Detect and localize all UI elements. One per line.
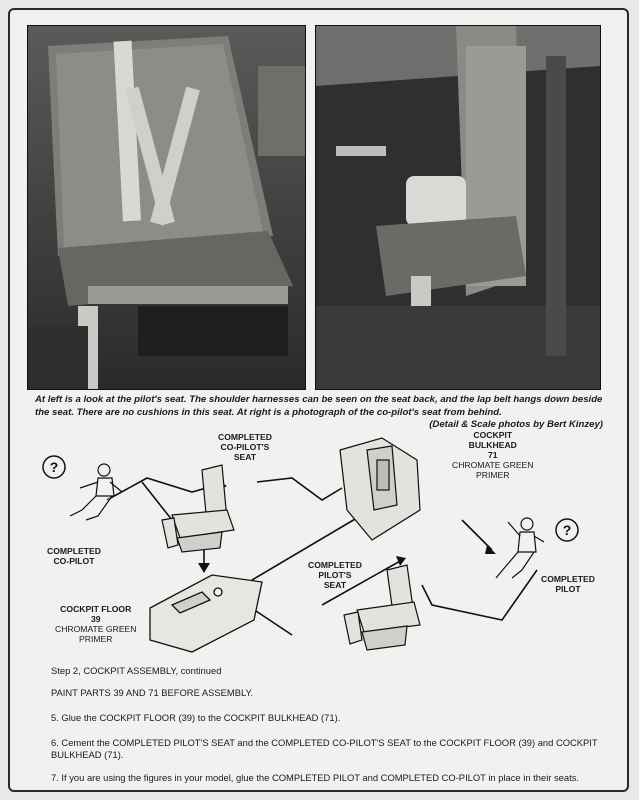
label-cockpit-floor: COCKPIT FLOOR 39 CHROMATE GREEN PRIMER	[55, 604, 137, 644]
instruction-step-6: 6. Cement the COMPLETED PILOT'S SEAT and the COMPLETED CO-PILOT'S SEAT to the COCKPIT FLOOR (39) and COCKPIT BULKHEAD (71).	[51, 737, 598, 760]
step-title: Step 2, COCKPIT ASSEMBLY, continued	[51, 665, 222, 676]
photo-credit: (Detail & Scale photos by Bert Kinzey)	[429, 419, 603, 430]
pilot-seat-photo	[27, 25, 306, 390]
label-copilot: COMPLETED CO-PILOT	[47, 546, 101, 566]
instruction-step-7: 7. If you are using the figures in your model, glue the COMPLETED PILOT and COMPLETED CO-PILOT in place in their seats.	[51, 772, 580, 783]
cockpit-bulkhead-part	[340, 438, 420, 540]
label-pilot-seat: COMPLETED PILOT'S SEAT	[308, 560, 362, 590]
photo-caption	[35, 394, 603, 432]
pilot-question-mark: ?	[562, 522, 572, 538]
paint-note: PAINT PARTS 39 AND 71 BEFORE ASSEMBLY.	[51, 687, 254, 698]
pilot-figure	[496, 518, 544, 578]
copilot-figure	[70, 464, 122, 520]
copilot-seat-part	[162, 465, 234, 552]
copilot-question-mark: ?	[49, 459, 59, 475]
label-pilot: COMPLETED PILOT	[541, 574, 595, 594]
label-cockpit-bulkhead: COCKPIT BULKHEAD 71 CHROMATE GREEN PRIMER	[452, 430, 534, 480]
copilot-seat-photo	[315, 25, 601, 390]
cockpit-floor-part	[150, 575, 262, 652]
caption-text: At left is a look at the pilot's seat. The shoulder harnesses can be seen on the seat back, and the lap belt hangs down beside the seat. There are no cushions in this seat. At right is a photograph of the co-pilot's seat from behind.	[35, 394, 603, 418]
label-copilot-seat: COMPLETED CO-PILOT'S SEAT	[218, 432, 272, 462]
instruction-step-5: 5. Glue the COCKPIT FLOOR (39) to the COCKPIT BULKHEAD (71).	[51, 712, 341, 723]
